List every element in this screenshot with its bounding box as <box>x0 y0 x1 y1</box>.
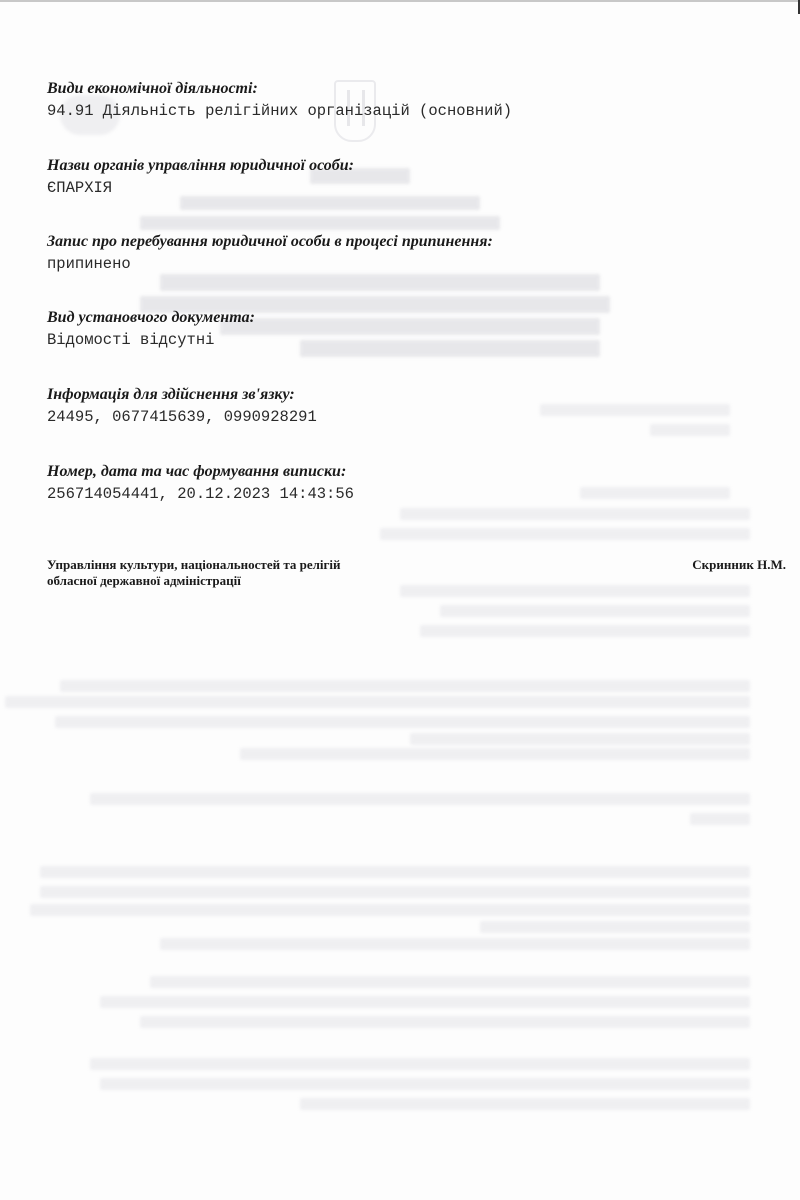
field-founding-document-type <box>47 308 255 350</box>
ghost-line <box>480 921 750 933</box>
ghost-line <box>100 996 750 1008</box>
ghost-line <box>100 1078 750 1090</box>
field-economic-activity <box>47 79 512 121</box>
ghost-line <box>60 680 750 692</box>
field-value: Відомості відсутні <box>47 331 215 349</box>
ghost-line <box>160 274 600 291</box>
field-label: Запис про перебування юридичної особи в процесі припинення: <box>47 233 493 250</box>
ghost-line <box>400 585 750 597</box>
ghost-line <box>150 976 750 988</box>
field-value: 94.91 Діяльність релігійних організацій (основний) <box>47 102 513 120</box>
field-extract-number-datetime <box>47 462 354 504</box>
ghost-line <box>440 605 750 617</box>
ghost-line <box>380 528 750 540</box>
organization-line-2: обласної державної адміністрації <box>47 573 241 588</box>
ghost-line <box>55 716 750 728</box>
issuing-organization <box>47 557 341 589</box>
ghost-line <box>40 866 750 878</box>
field-contact-information <box>47 385 317 427</box>
ghost-line <box>420 625 750 637</box>
ghost-line <box>140 1016 750 1028</box>
field-value: 24495, 0677415639, 0990928291 <box>47 408 317 426</box>
field-value: 256714054441, 20.12.2023 14:43:56 <box>47 485 354 503</box>
ghost-line <box>140 216 500 230</box>
field-label: Назви органів управління юридичної особи: <box>47 157 354 174</box>
field-value: ЄПАРХІЯ <box>47 179 113 197</box>
ghost-line <box>90 1058 750 1070</box>
field-termination-status <box>47 232 493 274</box>
ghost-line <box>650 424 730 436</box>
organization-line-1: Управління культури, національностей та релігій <box>47 557 341 572</box>
ghost-line <box>5 696 750 708</box>
field-label: Види економічної діяльності: <box>47 80 258 97</box>
ghost-line <box>220 318 600 335</box>
ghost-line <box>540 404 730 416</box>
ghost-line <box>580 487 730 499</box>
field-label: Номер, дата та час формування виписки: <box>47 463 347 480</box>
page-top-edge <box>0 0 800 2</box>
field-governing-bodies <box>47 156 354 198</box>
field-label: Інформація для здійснення зв'язку: <box>47 386 295 403</box>
ghost-line <box>240 748 750 760</box>
ghost-line <box>90 793 750 805</box>
ghost-line <box>410 733 750 745</box>
field-value: припинено <box>47 255 131 273</box>
ghost-line <box>400 508 750 520</box>
ghost-line <box>30 904 750 916</box>
field-label: Вид установчого документа: <box>47 309 255 326</box>
ghost-line <box>300 1098 750 1110</box>
ghost-line <box>40 886 750 898</box>
ghost-line <box>180 196 480 210</box>
ghost-line <box>690 813 750 825</box>
ghost-line <box>300 340 600 357</box>
ghost-line <box>160 938 750 950</box>
signer-name: Скринник Н.М. <box>692 557 786 572</box>
